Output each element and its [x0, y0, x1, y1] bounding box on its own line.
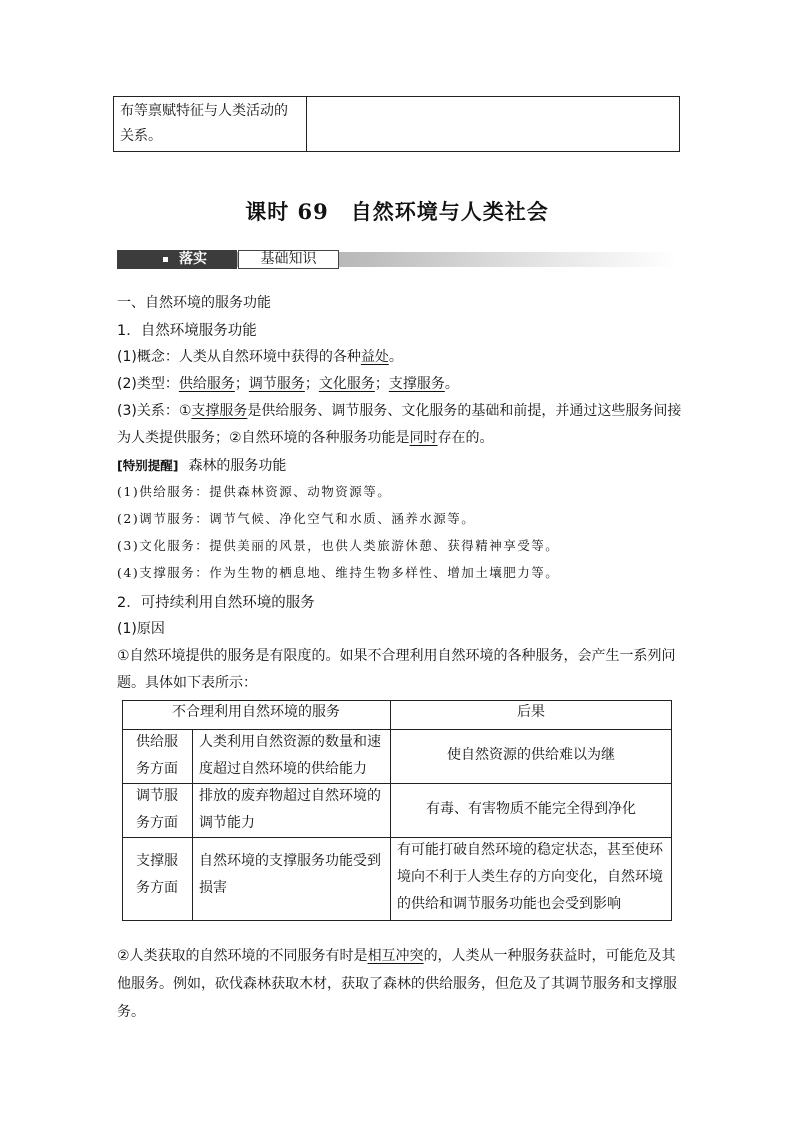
note-heading: [117, 455, 286, 475]
concept-suffix: 。: [388, 349, 403, 365]
reason-para-2-line-1: [117, 945, 676, 965]
row-1-desc-line-1: 人类利用自然资源的数量和速: [199, 734, 381, 750]
row-2-desc: [199, 783, 389, 837]
type-1: 供给服务: [178, 376, 235, 392]
note-title: 森林的服务功能: [188, 458, 287, 474]
type-2: 调节服务: [248, 376, 305, 392]
row-2-desc-line-1: 排放的废弃物超过自然环境的: [199, 788, 381, 804]
sep-2: ；: [304, 376, 319, 392]
row-2-cat-line-2: 务方面: [136, 815, 178, 831]
relation-line2-prefix: 为人类提供服务；②自然环境的各种服务功能是: [117, 430, 410, 446]
top-fragment-cell: [120, 99, 302, 149]
row-2-desc-line-2: 调节能力: [199, 815, 255, 831]
square-bullet-icon: [163, 257, 168, 262]
reason-para-1-line-2: 题。具体如下表所示：: [117, 675, 257, 691]
note-item-3: (3)文化服务：提供美丽的风景，也供人类旅游休憩、获得精神享受等。: [117, 538, 560, 553]
band-box-label: 基础知识: [260, 251, 317, 267]
band-dark-block: [117, 250, 237, 269]
table-header-2: 后果: [517, 704, 545, 720]
row-3-desc-line-1: 自然环境的支撑服务功能受到: [199, 853, 381, 869]
reason-para-2-line-2: 他服务。例如，砍伐森林获取木材，获取了森林的供给服务，但危及了其调节服务和支撑服: [117, 976, 677, 992]
relation-key-1: 支撑服务: [191, 403, 248, 419]
table-col-divider: [192, 729, 193, 921]
relation-line-2: [117, 427, 494, 447]
row-3-cat-line-2: 务方面: [136, 880, 178, 896]
relation-line-1: [117, 400, 681, 420]
relation-key-2: 同时: [409, 430, 438, 446]
note-item-4: (4)支撑服务：作为生物的栖息地、维持生物多样性、增加土壤肥力等。: [117, 565, 560, 580]
reason-para-2-line-3: 务。: [117, 1004, 145, 1020]
top-fragment-line-2: 关系。: [120, 128, 162, 144]
concept-key: 益处: [360, 349, 389, 365]
reason-para-1-line-1: ①自然环境提供的服务是有限度的。如果不合理利用自然环境的各种服务，会产生一系列问: [117, 648, 676, 664]
row-3-desc: [199, 848, 389, 902]
types-end: 。: [444, 376, 459, 392]
para-2-prefix: ②人类获取的自然环境的不同服务有时是: [117, 948, 368, 964]
top-fragment-table: [113, 96, 680, 152]
relation-line2-suffix: 存在的。: [437, 430, 494, 446]
row-3-result-line-2: 境向不利于人类生存的方向变化，自然环境: [397, 869, 663, 885]
lesson-title: 课时 69 自然环境与人类社会: [245, 199, 549, 224]
row-3-desc-line-2: 损害: [199, 880, 227, 896]
row-1-cat-line-2: 务方面: [136, 761, 178, 777]
type-3: 文化服务: [318, 376, 375, 392]
row-2-category: [122, 783, 192, 837]
top-fragment-line-1: 布等禀赋特征与人类活动的: [120, 103, 288, 119]
note-tag: [特别提醒]: [117, 458, 179, 473]
concept-prefix: (1)概念：人类从自然环境中获得的各种: [117, 349, 361, 365]
para-2-suffix: 的，人类从一种服务获益时，可能危及其: [423, 948, 676, 964]
sep-3: ；: [374, 376, 389, 392]
row-3-category: [122, 848, 192, 902]
band-box: [238, 250, 339, 269]
row-2-cat-line-1: 调节服: [136, 788, 178, 804]
section-band: [117, 250, 677, 269]
para-2-key: 相互冲突: [367, 948, 424, 964]
table-divider: [306, 97, 307, 151]
concept-line: [117, 346, 403, 366]
sub-heading-1: 1．自然环境服务功能: [117, 323, 257, 339]
row-1-cat-line-1: 供给服: [136, 734, 178, 750]
row-1-category: [122, 729, 192, 783]
relation-prefix: (3)关系：①: [117, 403, 192, 419]
row-3-result: [397, 837, 671, 918]
relation-rest: 是供给服务、调节服务、文化服务的基础和前提，并通过这些服务间接: [247, 403, 682, 419]
row-3-cat-line-1: 支撑服: [136, 853, 178, 869]
row-3-result-line-3: 的供给和调节服务功能也会受到影响: [397, 896, 621, 912]
sep-1: ；: [234, 376, 249, 392]
row-1-result: 使自然资源的供给难以为继: [447, 747, 615, 763]
band-dark-label: 落实: [179, 251, 207, 267]
note-item-1: (1)供给服务：提供森林资源、动物资源等。: [117, 484, 392, 499]
row-3-result-line-1: 有可能打破自然环境的稳定状态，甚至使环: [397, 842, 663, 858]
row-1-desc-line-2: 度超过自然环境的供给能力: [199, 761, 367, 777]
types-line: [117, 373, 459, 393]
type-4: 支撑服务: [388, 376, 445, 392]
row-2-result: 有毒、有害物质不能完全得到净化: [426, 801, 636, 817]
table-header-1: 不合理利用自然环境的服务: [172, 704, 340, 720]
section-heading: 一、自然环境的服务功能: [117, 295, 271, 311]
services-table: [122, 700, 672, 921]
sub-heading-2: 2．可持续利用自然环境的服务: [117, 595, 315, 611]
reason-title: (1)原因: [117, 621, 165, 637]
row-1-desc: [199, 729, 389, 783]
note-item-2: (2)调节服务：调节气候、净化空气和水质、涵养水源等。: [117, 511, 476, 526]
types-prefix: (2)类型：: [117, 376, 179, 392]
